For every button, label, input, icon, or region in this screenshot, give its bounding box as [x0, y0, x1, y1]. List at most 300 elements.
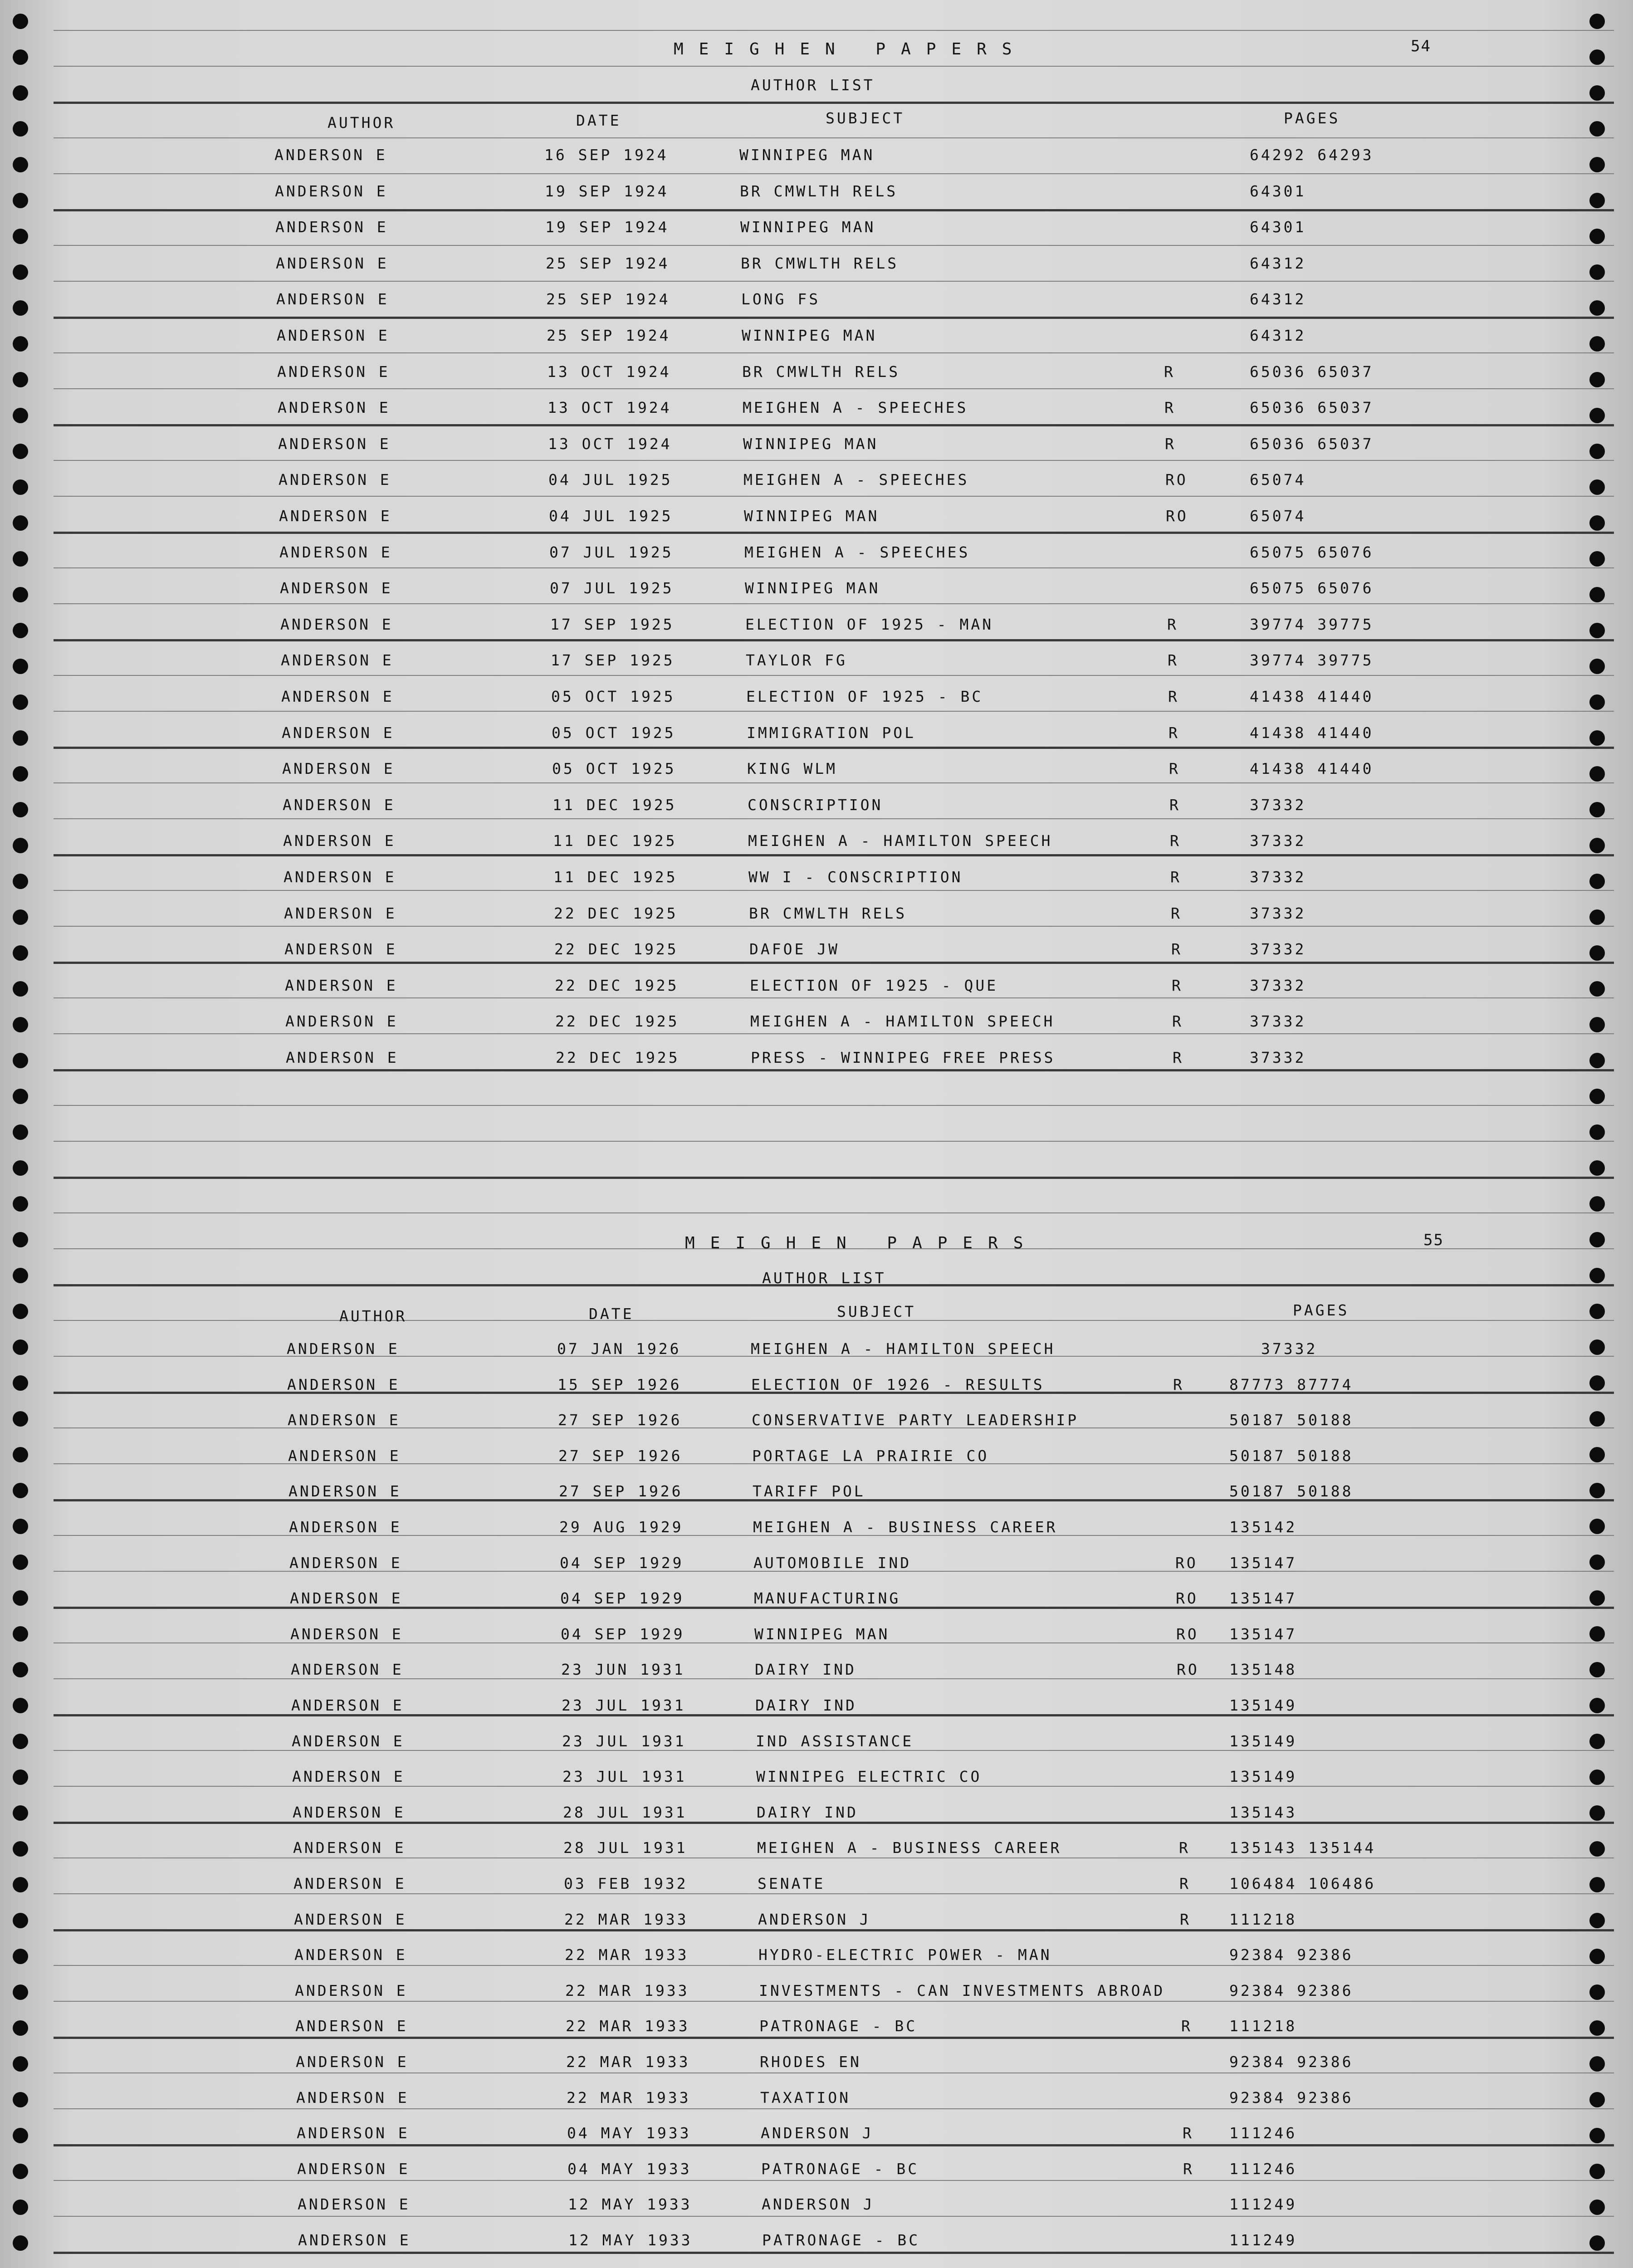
flag-cell: R: [1164, 363, 1175, 381]
author-cell: ANDERSON E: [277, 327, 390, 344]
date-cell: 22 MAR 1933: [567, 2089, 691, 2107]
date-cell: 04 SEP 1929: [561, 1625, 685, 1643]
table-row: [0, 1518, 1633, 1554]
date-cell: 05 OCT 1925: [552, 724, 676, 742]
date-cell: 11 DEC 1925: [552, 796, 677, 814]
author-cell: ANDERSON E: [275, 218, 388, 236]
table-row: [0, 616, 1633, 651]
author-cell: ANDERSON E: [281, 688, 394, 705]
date-cell: 19 SEP 1924: [545, 218, 670, 236]
subject-cell: MEIGHEN A - SPEECHES: [744, 543, 970, 561]
page-title: MEIGHEN PAPERS: [674, 40, 1027, 59]
date-cell: 28 JUL 1931: [563, 1804, 687, 1821]
pages-cell: 135149: [1229, 1696, 1297, 1714]
table-row: [0, 1049, 1633, 1085]
pages-cell: 50187 50188: [1229, 1447, 1354, 1465]
date-cell: 04 SEP 1929: [560, 1554, 684, 1572]
table-row: [0, 182, 1633, 218]
date-cell: 22 DEC 1925: [555, 1012, 680, 1030]
date-cell: 11 DEC 1925: [553, 868, 678, 886]
date-cell: 23 JUL 1931: [562, 1732, 686, 1750]
author-cell: ANDERSON E: [288, 1482, 401, 1500]
subject-cell: WINNIPEG MAN: [745, 579, 880, 597]
subject-cell: ANDERSON J: [758, 1911, 871, 1928]
pages-cell: 135149: [1229, 1732, 1297, 1750]
author-cell: ANDERSON E: [288, 1447, 401, 1465]
subject-cell: MEIGHEN A - BUSINESS CAREER: [757, 1839, 1062, 1857]
date-cell: 22 MAR 1933: [565, 1946, 689, 1964]
author-cell: ANDERSON E: [278, 399, 391, 416]
paper-rule: [54, 1177, 1614, 1179]
flag-cell: R: [1169, 796, 1181, 814]
table-row: [0, 363, 1633, 399]
pages-cell: 135142: [1229, 1518, 1297, 1536]
pages-cell: 37332: [1250, 977, 1306, 994]
pages-cell: 65036 65037: [1250, 363, 1374, 381]
subject-cell: TAXATION: [760, 2089, 851, 2107]
subject-cell: DAFOE JW: [749, 940, 840, 958]
pages-cell: 65036 65037: [1250, 435, 1374, 453]
flag-cell: R: [1165, 435, 1176, 453]
pages-cell: 135149: [1229, 1768, 1297, 1785]
subject-cell: SENATE: [758, 1875, 826, 1892]
date-cell: 29 AUG 1929: [559, 1518, 684, 1536]
subject-cell: MEIGHEN A - SPEECHES: [743, 399, 968, 416]
author-cell: ANDERSON E: [290, 1625, 403, 1643]
author-cell: ANDERSON E: [283, 796, 396, 814]
subject-cell: WINNIPEG MAN: [742, 327, 877, 344]
subject-cell: BR CMWLTH RELS: [740, 182, 898, 200]
author-cell: ANDERSON E: [295, 2017, 408, 2035]
pages-cell: 50187 50188: [1229, 1482, 1354, 1500]
table-row: [0, 1661, 1633, 1696]
pages-cell: 39774 39775: [1250, 616, 1374, 633]
author-cell: ANDERSON E: [277, 363, 390, 381]
author-cell: ANDERSON E: [281, 651, 394, 669]
subject-cell: ELECTION OF 1925 - QUE: [750, 977, 998, 994]
date-cell: 12 MAY 1933: [568, 2195, 692, 2213]
author-cell: ANDERSON E: [285, 1012, 398, 1030]
date-cell: 22 DEC 1925: [554, 904, 678, 922]
flag-cell: R: [1170, 832, 1181, 850]
pages-cell: 37332: [1250, 796, 1306, 814]
feed-hole: [1589, 1304, 1605, 1319]
table-row: [0, 327, 1633, 362]
table-row: [0, 2017, 1633, 2053]
table-row: [0, 1625, 1633, 1661]
date-column-header: DATE: [589, 1305, 634, 1323]
table-row: [0, 1012, 1633, 1048]
subject-cell: IND ASSISTANCE: [756, 1732, 914, 1750]
author-cell: ANDERSON E: [278, 435, 391, 453]
subject-cell: LONG FS: [741, 290, 821, 308]
author-cell: ANDERSON E: [298, 2231, 411, 2249]
pages-cell: 111246: [1229, 2160, 1297, 2178]
table-row: [0, 471, 1633, 507]
date-cell: 04 MAY 1933: [567, 2124, 691, 2142]
table-row: [0, 218, 1633, 254]
subject-cell: BR CMWLTH RELS: [749, 904, 907, 922]
pages-cell: 111218: [1229, 1911, 1297, 1928]
table-row: [0, 688, 1633, 723]
table-row: [0, 1839, 1633, 1875]
author-cell: ANDERSON E: [279, 543, 392, 561]
subject-cell: ANDERSON J: [762, 2195, 875, 2213]
table-row: [0, 1376, 1633, 1412]
pages-cell: 65036 65037: [1250, 399, 1374, 416]
subject-cell: MEIGHEN A - HAMILTON SPEECH: [750, 1012, 1055, 1030]
pages-cell: 135148: [1229, 1661, 1297, 1678]
table-row: [0, 1589, 1633, 1625]
author-cell: ANDERSON E: [289, 1554, 402, 1572]
flag-cell: R: [1183, 2124, 1194, 2142]
pages-cell: 111218: [1229, 2017, 1297, 2035]
page-number: 54: [1411, 37, 1431, 55]
flag-cell: R: [1171, 940, 1183, 958]
author-cell: ANDERSON E: [284, 868, 396, 886]
subject-cell: MEIGHEN A - BUSINESS CAREER: [753, 1518, 1058, 1536]
subject-cell: IMMIGRATION POL: [747, 724, 916, 742]
pages-column-header: PAGES: [1284, 109, 1340, 127]
pages-cell: 65075 65076: [1250, 579, 1374, 597]
flag-cell: R: [1169, 760, 1180, 777]
author-cell: ANDERSON E: [276, 290, 389, 308]
table-row: [0, 1554, 1633, 1590]
table-row: [0, 832, 1633, 868]
date-cell: 27 SEP 1926: [558, 1447, 683, 1465]
subject-cell: MEIGHEN A - HAMILTON SPEECH: [748, 832, 1053, 850]
subject-cell: WINNIPEG MAN: [744, 507, 880, 525]
date-cell: 11 DEC 1925: [553, 832, 677, 850]
subject-column-header: SUBJECT: [837, 1303, 916, 1320]
page-title: MEIGHEN PAPERS: [685, 1234, 1039, 1252]
pages-cell: 37332: [1250, 868, 1306, 886]
author-cell: ANDERSON E: [294, 1911, 407, 1928]
feed-hole: [13, 14, 28, 29]
date-cell: 07 JAN 1926: [557, 1340, 681, 1358]
table-row: [0, 1696, 1633, 1732]
date-cell: 25 SEP 1924: [546, 254, 670, 272]
table-row: [0, 977, 1633, 1012]
feed-hole: [1589, 121, 1605, 137]
date-cell: 04 MAY 1933: [567, 2160, 692, 2178]
table-row: [0, 1768, 1633, 1804]
flag-cell: R: [1179, 1839, 1190, 1857]
table-row: [0, 507, 1633, 543]
pages-cell: 92384 92386: [1229, 1946, 1354, 1964]
flag-cell: R: [1173, 1049, 1184, 1066]
table-row: [0, 2053, 1633, 2089]
table-row: [0, 796, 1633, 832]
subject-cell: CONSERVATIVE PARTY LEADERSHIP: [752, 1411, 1079, 1429]
feed-hole: [13, 121, 28, 137]
subject-cell: DAIRY IND: [755, 1661, 856, 1678]
date-cell: 23 JUL 1931: [562, 1768, 687, 1785]
table-row: [0, 1875, 1633, 1911]
flag-cell: R: [1173, 1376, 1184, 1393]
flag-cell: R: [1172, 1012, 1183, 1030]
subject-cell: HYDRO-ELECTRIC POWER - MAN: [758, 1946, 1052, 1964]
table-row: [0, 1982, 1633, 2018]
author-cell: ANDERSON E: [285, 977, 398, 994]
date-cell: 23 JUL 1931: [562, 1696, 686, 1714]
subject-cell: MEIGHEN A - SPEECHES: [743, 471, 969, 489]
pages-cell: 64292 64293: [1250, 146, 1374, 164]
pages-cell: 64312: [1250, 254, 1306, 272]
flag-cell: R: [1180, 1911, 1191, 1928]
subject-cell: WINNIPEG MAN: [754, 1625, 890, 1643]
date-cell: 22 DEC 1925: [555, 977, 679, 994]
flag-cell: R: [1167, 616, 1178, 633]
subject-cell: WW I - CONSCRIPTION: [748, 868, 963, 886]
author-cell: ANDERSON E: [291, 1696, 404, 1714]
date-cell: 04 JUL 1925: [549, 507, 673, 525]
paper-rule: [54, 137, 1614, 138]
pages-cell: 92384 92386: [1229, 1982, 1354, 1999]
pages-cell: 87773 87774: [1229, 1376, 1354, 1393]
author-cell: ANDERSON E: [290, 1589, 403, 1607]
author-cell: ANDERSON E: [293, 1875, 406, 1892]
pages-cell: 37332: [1250, 904, 1306, 922]
date-cell: 22 MAR 1933: [566, 2053, 690, 2071]
feed-hole: [13, 49, 28, 65]
pages-cell: 37332: [1250, 832, 1306, 850]
feed-hole: [1589, 1160, 1605, 1176]
author-cell: ANDERSON E: [294, 1946, 407, 1964]
table-row: [0, 651, 1633, 687]
pages-cell: 64312: [1250, 327, 1306, 344]
date-cell: 27 SEP 1926: [558, 1411, 682, 1429]
subject-cell: ELECTION OF 1926 - RESULTS: [751, 1376, 1045, 1393]
pages-cell: 64301: [1250, 218, 1306, 236]
subject-cell: WINNIPEG MAN: [740, 218, 876, 236]
date-cell: 22 MAR 1933: [565, 1982, 689, 1999]
pages-cell: 37332: [1261, 1340, 1318, 1358]
subject-cell: PRESS - WINNIPEG FREE PRESS: [751, 1049, 1056, 1066]
subject-cell: TAYLOR FG: [746, 651, 847, 669]
pages-cell: 37332: [1250, 1049, 1306, 1066]
author-cell: ANDERSON E: [292, 1732, 405, 1750]
feed-hole: [13, 1196, 28, 1212]
table-row: [0, 1411, 1633, 1447]
flag-cell: RO: [1165, 471, 1188, 489]
date-cell: 23 JUN 1931: [561, 1661, 685, 1678]
flag-cell: RO: [1176, 1625, 1199, 1643]
date-column-header: DATE: [576, 112, 621, 129]
author-cell: ANDERSON E: [276, 254, 389, 272]
flag-cell: RO: [1177, 1661, 1199, 1678]
author-column-header: AUTHOR: [339, 1307, 407, 1325]
author-cell: ANDERSON E: [289, 1518, 402, 1536]
table-row: [0, 1946, 1633, 1982]
feed-hole: [1589, 1268, 1605, 1283]
paper-rule: [54, 1141, 1614, 1142]
author-cell: ANDERSON E: [296, 2053, 409, 2071]
flag-cell: R: [1168, 688, 1179, 705]
subject-cell: DAIRY IND: [755, 1696, 857, 1714]
paper-rule: [54, 1212, 1614, 1213]
subject-cell: WINNIPEG MAN: [743, 435, 879, 453]
author-cell: ANDERSON E: [287, 1340, 400, 1358]
pages-cell: 39774 39775: [1250, 651, 1374, 669]
pages-cell: 37332: [1250, 1012, 1306, 1030]
table-row: [0, 2231, 1633, 2267]
pages-cell: 65074: [1250, 507, 1306, 525]
author-cell: ANDERSON E: [293, 1839, 406, 1857]
subject-cell: PATRONAGE - BC: [761, 2160, 919, 2178]
table-row: [0, 579, 1633, 615]
feed-hole: [1589, 85, 1605, 101]
author-cell: ANDERSON E: [284, 904, 397, 922]
paper-rule: [54, 66, 1614, 67]
flag-cell: RO: [1176, 1589, 1198, 1607]
feed-hole: [13, 85, 28, 101]
table-row: [0, 2124, 1633, 2160]
subject-cell: MEIGHEN A - HAMILTON SPEECH: [751, 1340, 1056, 1358]
table-row: [0, 399, 1633, 435]
pages-cell: 111249: [1229, 2195, 1297, 2213]
feed-hole: [13, 1124, 28, 1140]
subject-cell: TARIFF POL: [753, 1482, 865, 1500]
author-cell: ANDERSON E: [287, 1376, 400, 1393]
feed-hole: [1589, 1089, 1605, 1104]
pages-cell: 135143 135144: [1229, 1839, 1376, 1857]
date-cell: 25 SEP 1924: [546, 290, 670, 308]
table-row: [0, 2089, 1633, 2125]
author-cell: ANDERSON E: [293, 1804, 406, 1821]
flag-cell: R: [1169, 724, 1180, 742]
list-subtitle: AUTHOR LIST: [751, 76, 875, 94]
feed-hole: [1589, 14, 1605, 29]
author-cell: ANDERSON E: [298, 2195, 411, 2213]
author-cell: ANDERSON E: [295, 1982, 408, 1999]
table-row: [0, 724, 1633, 760]
feed-hole: [1589, 49, 1605, 65]
date-cell: 04 SEP 1929: [560, 1589, 684, 1607]
date-cell: 07 JUL 1925: [550, 579, 674, 597]
subject-cell: RHODES EN: [760, 2053, 861, 2071]
author-cell: ANDERSON E: [292, 1768, 405, 1785]
subject-cell: DAIRY IND: [757, 1804, 858, 1821]
paper-rule: [54, 1320, 1614, 1321]
pages-cell: 135143: [1229, 1804, 1297, 1821]
subject-cell: CONSCRIPTION: [748, 796, 883, 814]
date-cell: 15 SEP 1926: [557, 1376, 682, 1393]
date-cell: 17 SEP 1925: [551, 651, 675, 669]
pages-cell: 135147: [1229, 1625, 1297, 1643]
pages-cell: 106484 106486: [1229, 1875, 1376, 1892]
pages-cell: 41438 41440: [1250, 724, 1374, 742]
subject-cell: ANDERSON J: [761, 2124, 874, 2142]
pages-cell: 50187 50188: [1229, 1411, 1354, 1429]
subject-cell: WINNIPEG MAN: [739, 146, 875, 164]
flag-cell: R: [1181, 2017, 1193, 2035]
author-cell: ANDERSON E: [280, 579, 393, 597]
author-cell: ANDERSON E: [284, 940, 397, 958]
feed-hole: [13, 1160, 28, 1176]
table-row: [0, 2195, 1633, 2231]
date-cell: 13 OCT 1924: [548, 435, 672, 453]
date-cell: 25 SEP 1924: [547, 327, 671, 344]
paper-rule: [54, 30, 1614, 31]
date-cell: 22 DEC 1925: [554, 940, 679, 958]
subject-cell: BR CMWLTH RELS: [742, 363, 900, 381]
pages-cell: 41438 41440: [1250, 688, 1374, 705]
pages-cell: 111249: [1229, 2231, 1297, 2249]
flag-cell: R: [1183, 2160, 1194, 2178]
subject-cell: ELECTION OF 1925 - MAN: [745, 616, 994, 633]
pages-cell: 65075 65076: [1250, 543, 1374, 561]
flag-cell: R: [1164, 399, 1176, 416]
flag-cell: R: [1172, 977, 1183, 994]
table-row: [0, 1732, 1633, 1768]
date-cell: 19 SEP 1924: [545, 182, 669, 200]
pages-cell: 65074: [1250, 471, 1306, 489]
flag-cell: R: [1168, 651, 1179, 669]
subject-cell: KING WLM: [747, 760, 837, 777]
date-cell: 05 OCT 1925: [551, 688, 675, 705]
feed-hole: [1589, 1232, 1605, 1247]
flag-cell: RO: [1166, 507, 1188, 525]
table-row: [0, 254, 1633, 290]
subject-cell: BR CMWLTH RELS: [741, 254, 899, 272]
date-cell: 04 JUL 1925: [548, 471, 673, 489]
table-row: [0, 1447, 1633, 1483]
table-row: [0, 1340, 1633, 1376]
date-cell: 22 DEC 1925: [556, 1049, 680, 1066]
author-column-header: AUTHOR: [328, 114, 396, 132]
table-row: [0, 435, 1633, 471]
flag-cell: RO: [1175, 1554, 1198, 1572]
author-cell: ANDERSON E: [297, 2160, 410, 2178]
pages-cell: 135147: [1229, 1554, 1297, 1572]
date-cell: 05 OCT 1925: [552, 760, 676, 777]
pages-cell: 92384 92386: [1229, 2053, 1354, 2071]
subject-cell: ELECTION OF 1925 - BC: [746, 688, 983, 705]
author-cell: ANDERSON E: [275, 182, 388, 200]
flag-cell: R: [1179, 1875, 1191, 1892]
pages-cell: 37332: [1250, 940, 1306, 958]
author-cell: ANDERSON E: [274, 146, 387, 164]
author-cell: ANDERSON E: [297, 2124, 410, 2142]
paper-rule: [54, 1105, 1614, 1106]
date-cell: 16 SEP 1924: [544, 146, 669, 164]
author-cell: ANDERSON E: [283, 832, 396, 850]
author-cell: ANDERSON E: [288, 1411, 401, 1429]
table-row: [0, 940, 1633, 976]
subject-cell: PATRONAGE - BC: [762, 2231, 920, 2249]
page-number: 55: [1423, 1231, 1444, 1249]
feed-hole: [1589, 1124, 1605, 1140]
table-row: [0, 1804, 1633, 1839]
pages-cell: 64301: [1250, 182, 1306, 200]
date-cell: 13 OCT 1924: [548, 399, 672, 416]
subject-cell: INVESTMENTS - CAN INVESTMENTS ABROAD: [759, 1982, 1165, 1999]
table-row: [0, 1911, 1633, 1946]
subject-cell: MANUFACTURING: [754, 1589, 901, 1607]
subject-cell: PATRONAGE - BC: [759, 2017, 918, 2035]
pages-column-header: PAGES: [1293, 1301, 1349, 1319]
author-cell: ANDERSON E: [286, 1049, 399, 1066]
table-row: [0, 760, 1633, 796]
pages-cell: 135147: [1229, 1589, 1297, 1607]
date-cell: 07 JUL 1925: [549, 543, 674, 561]
date-cell: 13 OCT 1924: [547, 363, 671, 381]
feed-hole: [13, 1089, 28, 1104]
feed-hole: [13, 1304, 28, 1319]
date-cell: 22 MAR 1933: [566, 2017, 690, 2035]
table-row: [0, 290, 1633, 326]
